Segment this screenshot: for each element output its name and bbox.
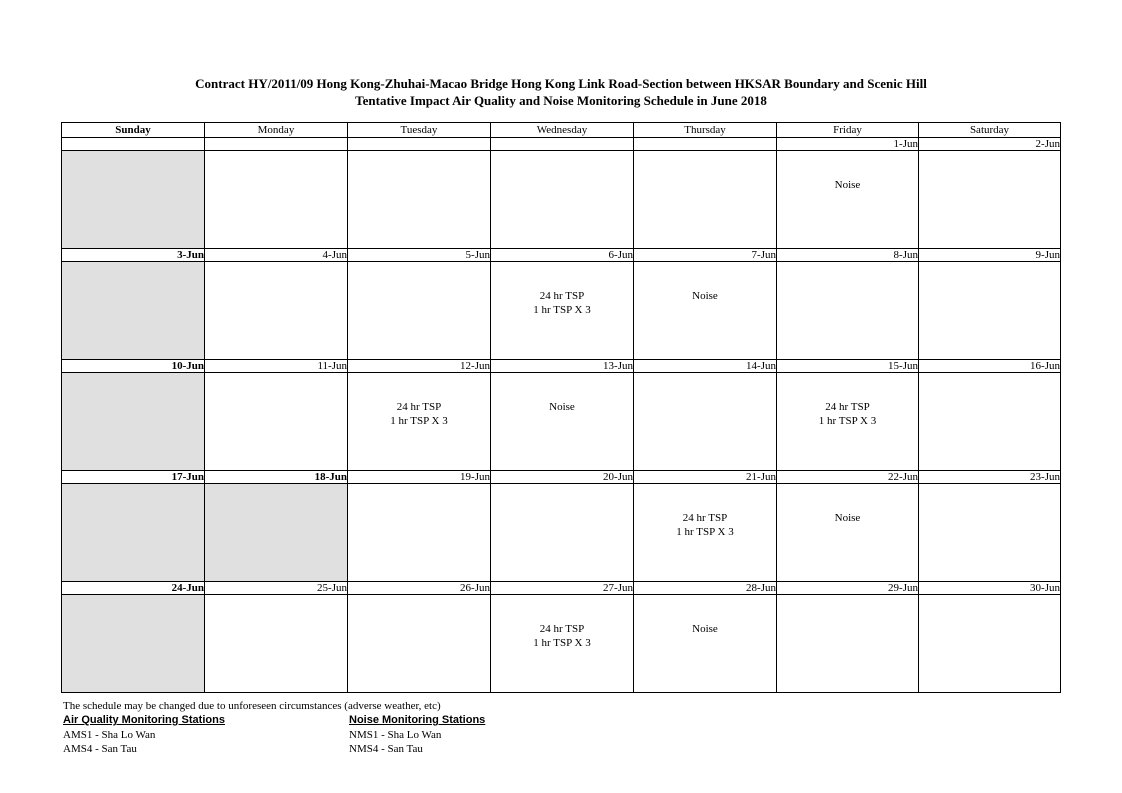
date-cell: 3-Jun xyxy=(62,249,205,262)
date-cell: 12-Jun xyxy=(348,360,491,373)
date-cell: 8-Jun xyxy=(777,249,919,262)
date-cell: 29-Jun xyxy=(777,582,919,595)
date-cell: 30-Jun xyxy=(919,582,1061,595)
monitoring-events xyxy=(634,595,776,636)
weekday-header: Thursday xyxy=(634,123,777,138)
date-cell: 5-Jun xyxy=(348,249,491,262)
monitoring-events xyxy=(777,151,918,192)
date-cell xyxy=(348,138,491,151)
date-cell: 21-Jun xyxy=(634,471,777,484)
date-cell: 19-Jun xyxy=(348,471,491,484)
monitoring-event: 1 hr TSP X 3 xyxy=(818,415,877,427)
date-cell: 18-Jun xyxy=(205,471,348,484)
noise-station: NMS1 - Sha Lo Wan xyxy=(349,729,442,741)
events-row xyxy=(62,595,1061,693)
day-cell xyxy=(348,151,491,249)
monitoring-event: Noise xyxy=(549,401,575,413)
day-cell xyxy=(62,484,205,582)
date-cell: 26-Jun xyxy=(348,582,491,595)
day-cell xyxy=(919,151,1061,249)
calendar-weeks xyxy=(62,138,1061,693)
date-cell xyxy=(62,138,205,151)
document-title: Contract HY/2011/09 Hong Kong-Zhuhai-Macao Bridge Hong Kong Link Road-Section between HKSAR Boundary and Scenic Hill xyxy=(195,76,927,91)
date-cell xyxy=(491,138,634,151)
day-cell xyxy=(491,595,634,693)
air-quality-stations-heading: Air Quality Monitoring Stations xyxy=(63,714,225,726)
monitoring-event: 24 hr TSP xyxy=(396,401,442,413)
day-cell xyxy=(777,262,919,360)
date-cell: 23-Jun xyxy=(919,471,1061,484)
day-cell xyxy=(777,484,919,582)
date-cell: 10-Jun xyxy=(62,360,205,373)
monitoring-event: 1 hr TSP X 3 xyxy=(533,304,591,316)
monitoring-calendar xyxy=(61,122,1061,693)
monitoring-event: Noise xyxy=(692,290,718,302)
day-cell xyxy=(491,484,634,582)
monitoring-events xyxy=(634,262,776,303)
day-cell xyxy=(205,151,348,249)
day-cell xyxy=(205,262,348,360)
air-quality-station: AMS1 - Sha Lo Wan xyxy=(63,729,156,741)
day-cell xyxy=(491,373,634,471)
weekday-header: Saturday xyxy=(919,123,1061,138)
day-cell xyxy=(205,595,348,693)
day-cell xyxy=(62,595,205,693)
day-cell xyxy=(62,151,205,249)
date-cell: 1-Jun xyxy=(777,138,919,151)
date-row xyxy=(62,249,1061,262)
date-row xyxy=(62,582,1061,595)
date-cell: 2-Jun xyxy=(919,138,1061,151)
date-cell: 9-Jun xyxy=(919,249,1061,262)
weekday-header-row xyxy=(62,123,1061,138)
events-row xyxy=(62,484,1061,582)
day-cell xyxy=(777,373,919,471)
noise-station: NMS4 - San Tau xyxy=(349,743,423,755)
day-cell xyxy=(634,595,777,693)
weekday-header: Friday xyxy=(777,123,919,138)
day-cell xyxy=(348,595,491,693)
air-quality-station: AMS4 - San Tau xyxy=(63,743,137,755)
date-cell: 11-Jun xyxy=(205,360,348,373)
weekday-header: Tuesday xyxy=(348,123,491,138)
date-cell: 7-Jun xyxy=(634,249,777,262)
day-cell xyxy=(348,262,491,360)
day-cell xyxy=(634,373,777,471)
monitoring-event: 24 hr TSP xyxy=(825,401,870,413)
day-cell xyxy=(491,151,634,249)
day-cell xyxy=(62,373,205,471)
date-cell: 24-Jun xyxy=(62,582,205,595)
date-cell: 14-Jun xyxy=(634,360,777,373)
date-row xyxy=(62,471,1061,484)
date-row xyxy=(62,360,1061,373)
monitoring-events xyxy=(491,373,633,414)
monitoring-events xyxy=(777,373,918,428)
date-cell: 28-Jun xyxy=(634,582,777,595)
date-cell: 6-Jun xyxy=(491,249,634,262)
events-row xyxy=(62,262,1061,360)
day-cell xyxy=(919,373,1061,471)
date-cell: 20-Jun xyxy=(491,471,634,484)
monitoring-event: 24 hr TSP xyxy=(539,623,585,635)
monitoring-event: Noise xyxy=(834,512,861,524)
noise-stations-heading: Noise Monitoring Stations xyxy=(349,714,486,726)
monitoring-events xyxy=(491,262,633,317)
date-cell xyxy=(634,138,777,151)
schedule-note: The schedule may be changed due to unforeseen circumstances (adverse weather, etc) xyxy=(63,700,441,712)
monitoring-events xyxy=(348,373,490,428)
date-cell: 22-Jun xyxy=(777,471,919,484)
monitoring-event: 1 hr TSP X 3 xyxy=(676,526,734,538)
day-cell xyxy=(919,595,1061,693)
events-row xyxy=(62,373,1061,471)
date-cell: 15-Jun xyxy=(777,360,919,373)
day-cell xyxy=(777,595,919,693)
date-cell: 25-Jun xyxy=(205,582,348,595)
day-cell xyxy=(634,262,777,360)
monitoring-events xyxy=(777,484,918,525)
monitoring-event: 1 hr TSP X 3 xyxy=(390,415,448,427)
date-cell: 16-Jun xyxy=(919,360,1061,373)
date-cell: 27-Jun xyxy=(491,582,634,595)
day-cell xyxy=(919,484,1061,582)
weekday-header: Wednesday xyxy=(491,123,634,138)
monitoring-event: 1 hr TSP X 3 xyxy=(533,637,591,649)
weekday-header: Monday xyxy=(205,123,348,138)
events-row xyxy=(62,151,1061,249)
day-cell xyxy=(634,484,777,582)
date-cell xyxy=(205,138,348,151)
day-cell xyxy=(919,262,1061,360)
day-cell xyxy=(348,484,491,582)
day-cell xyxy=(777,151,919,249)
monitoring-events xyxy=(634,484,776,539)
date-cell: 13-Jun xyxy=(491,360,634,373)
schedule-subtitle: Tentative Impact Air Quality and Noise Monitoring Schedule in June 2018 xyxy=(355,93,767,108)
day-cell xyxy=(62,262,205,360)
day-cell xyxy=(205,484,348,582)
date-row xyxy=(62,138,1061,151)
monitoring-event: Noise xyxy=(692,623,718,635)
day-cell xyxy=(348,373,491,471)
monitoring-event: Noise xyxy=(834,179,861,191)
date-cell: 4-Jun xyxy=(205,249,348,262)
monitoring-events xyxy=(491,595,633,650)
day-cell xyxy=(634,151,777,249)
monitoring-event: 24 hr TSP xyxy=(682,512,728,524)
monitoring-event: 24 hr TSP xyxy=(539,290,585,302)
weekday-header: Sunday xyxy=(62,123,205,138)
day-cell xyxy=(491,262,634,360)
date-cell: 17-Jun xyxy=(62,471,205,484)
day-cell xyxy=(205,373,348,471)
